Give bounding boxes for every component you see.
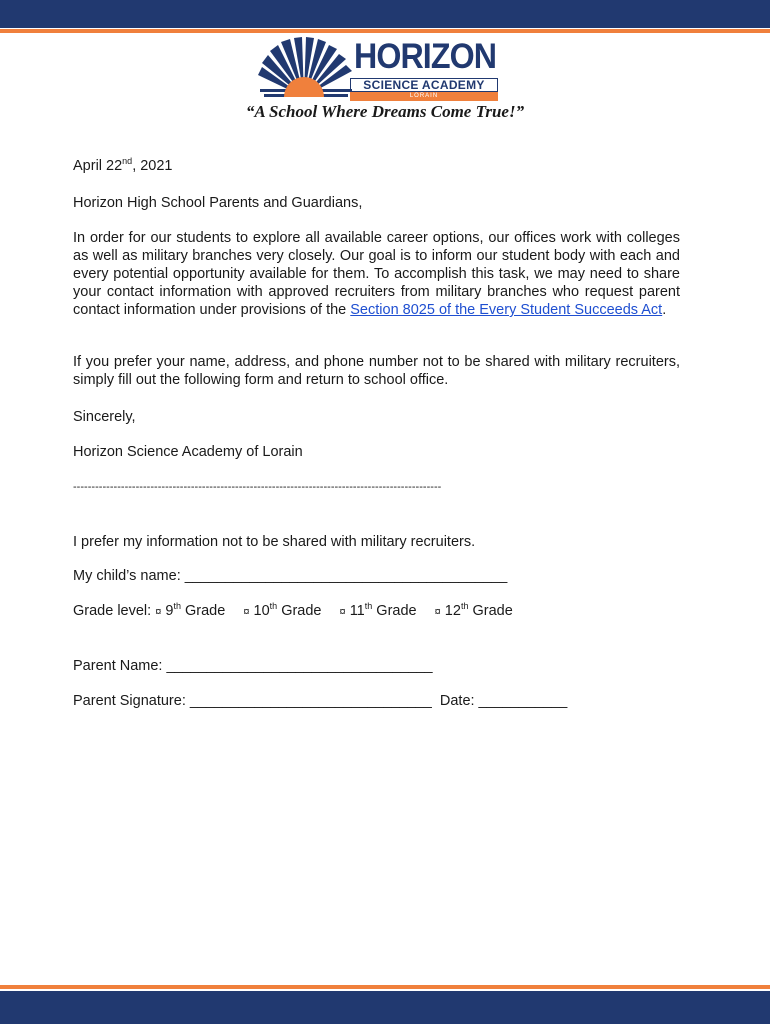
grade-option-11[interactable]: ¤ 11th Grade [339, 601, 417, 619]
separator-line: ---------------------------------------------------------------------------------------------------- [73, 481, 442, 493]
footer-stripe [0, 985, 770, 989]
date-prefix: April 22 [73, 158, 123, 174]
checkbox-icon[interactable]: ¤ [243, 606, 250, 618]
paragraph-1 [73, 229, 680, 319]
paragraph-2-text: If you prefer your name, address, and phone number not to be shared with military recruiters, simply fill out the following form and return to school office. [73, 354, 680, 388]
date-field[interactable]: Date: ___________ [439, 693, 568, 709]
checkbox-icon[interactable]: ¤ [339, 606, 346, 618]
grade-option-12[interactable]: ¤ 12th Grade [434, 601, 513, 619]
paragraph-1-end: . [662, 302, 667, 318]
grade-label: Grade level: [73, 603, 152, 619]
letter-date [73, 157, 173, 175]
logo-subtitle: SCIENCE ACADEMY [350, 78, 498, 92]
paragraph-2 [73, 353, 680, 389]
signature-row [73, 692, 567, 710]
sunburst-icon [254, 37, 354, 103]
preference-statement: I prefer my information not to be shared with military recruiters. [73, 534, 476, 550]
parent-name-field[interactable]: Parent Name: _________________________________ [73, 658, 433, 674]
footer-band [0, 991, 770, 1024]
checkbox-icon[interactable]: ¤ [155, 606, 162, 618]
esea-section-link[interactable]: Section 8025 of the Every Student Succeeds Act [350, 302, 663, 318]
header-band [0, 0, 770, 28]
school-logo [254, 37, 504, 103]
paragraph-1-text: In order for our students to explore all available career options, our offices work with colleges as well as military branches very closely. Our goal is to inform our student body with each and every potential opportunity available for them. To accomplish this task, we may need to share your contact information with approved recruiters from military branches who request parent contact information under provisions of the [73, 230, 680, 318]
checkbox-icon[interactable]: ¤ [434, 606, 441, 618]
logo-name: HORIZON [354, 37, 497, 76]
grade-option-9[interactable]: ¤ 9th Grade [155, 601, 226, 619]
grade-option-10[interactable]: ¤ 10th Grade [243, 601, 322, 619]
salutation: Horizon High School Parents and Guardians, [73, 195, 363, 211]
header-stripe [0, 29, 770, 33]
grade-level-row [73, 602, 527, 621]
logo-location: LORAIN [350, 92, 498, 101]
date-suffix: , 2021 [132, 158, 173, 174]
parent-signature-field[interactable]: Parent Signature: ______________________________ [73, 693, 432, 709]
closing: Sincerely, [73, 409, 136, 425]
school-motto: “A School Where Dreams Come True!” [245, 102, 525, 121]
child-name-field[interactable]: My child’s name: ________________________________________ [73, 568, 508, 584]
signature-name: Horizon Science Academy of Lorain [73, 444, 303, 460]
date-sup: nd [122, 156, 133, 167]
